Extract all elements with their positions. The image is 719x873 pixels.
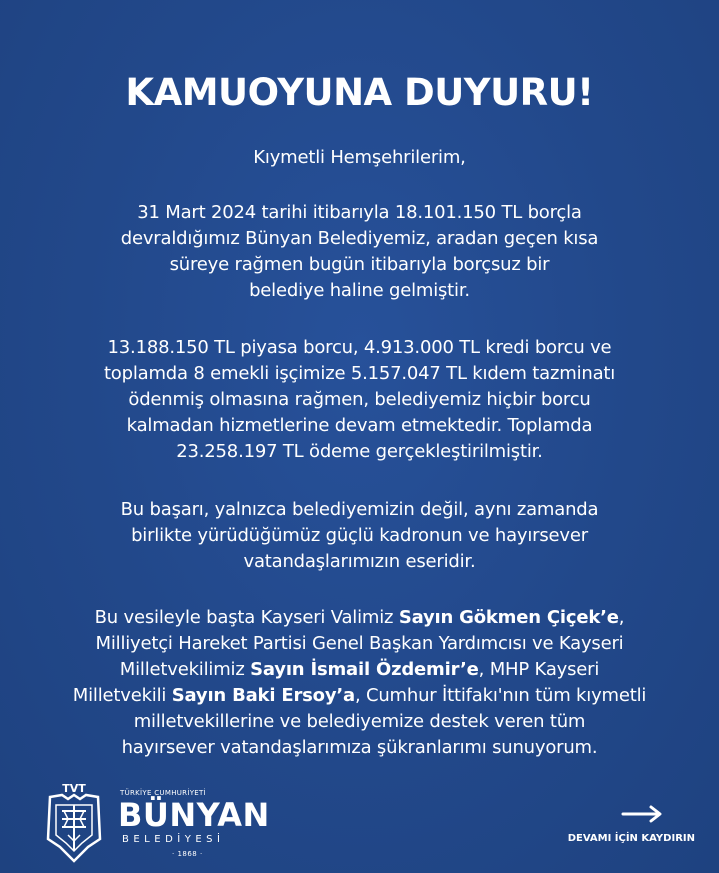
paragraph-line: toplamda 8 emekli işçimize 5.157.047 TL kıdem tazminatı	[103, 363, 616, 384]
paragraph-line: kalmadan hizmetlerine devam etmektedir. Toplamda	[126, 415, 593, 436]
municipality-logo	[42, 781, 270, 863]
text-run: Milletvekili	[72, 685, 172, 706]
paragraph-debt-free	[30, 200, 689, 304]
logo-year: · 1868 ·	[172, 850, 203, 858]
paragraph-line: Bu başarı, yalnızca belediyemizin değil, aynı zamanda	[120, 499, 599, 520]
logo-subtitle: TÜRKİYE CUMHURİYETİ	[120, 789, 206, 797]
text-run: Milletvekilimiz	[119, 659, 251, 680]
paragraph-line: 31 Mart 2024 tarihi itibarıyla 18.101.150 TL borçla	[137, 202, 582, 223]
page-title: KAMUOYUNA DUYURU!	[125, 71, 594, 114]
greeting-line: Kıymetli Hemşehrilerim,	[253, 147, 466, 168]
paragraph-success	[30, 497, 689, 575]
paragraph-line: belediye haline gelmiştir.	[249, 280, 470, 301]
bold-name: Sayın Gökmen Çiçek’e	[398, 607, 619, 628]
paragraph-line: vatandaşlarımızın eseridir.	[243, 551, 476, 572]
paragraph-line: devraldığımız Bünyan Belediyemiz, aradan geçen kısa	[120, 228, 599, 249]
greeting	[30, 145, 689, 171]
paragraph-line: ödenmiş olmasına rağmen, belediyemiz hiçbir borcu	[128, 389, 591, 410]
paragraph-line: 13.188.150 TL piyasa borcu, 4.913.000 TL kredi borcu ve	[107, 337, 612, 358]
paragraph-line: 23.258.197 TL ödeme gerçekleştirilmiştir.	[176, 441, 543, 462]
paragraph-line	[30, 605, 689, 631]
paragraph-thanks	[30, 605, 689, 761]
logo-name: BÜNYAN	[118, 796, 270, 834]
paragraph-line: süreye rağmen bugün itibarıyla borçsuz bir	[169, 254, 550, 275]
paragraph-line: Milliyetçi Hareket Partisi Genel Başkan Yardımcısı ve Kayseri	[95, 633, 624, 654]
paragraph-line	[30, 657, 689, 683]
logo-belediye: BELEDİYESİ	[122, 834, 225, 845]
paragraph-line: hayırsever vatandaşlarımıza şükranlarımı sunuyorum.	[121, 737, 598, 758]
text-run: , Cumhur İttifakı'nın tüm kıymetli	[354, 685, 647, 706]
paragraph-line: birlikte yürüdüğümüz güçlü kadronun ve hayırsever	[131, 525, 588, 546]
paragraph-payments	[30, 335, 689, 465]
emblem-letters: TVT	[62, 782, 86, 795]
swipe-label: DEVAMI İÇİN KAYDIRIN	[567, 833, 695, 844]
arrow-right-icon	[621, 804, 665, 824]
text-run: , MHP Kayseri	[478, 659, 600, 680]
text-run: Bu vesileyle başta Kayseri Valimiz	[94, 607, 399, 628]
bunyan-emblem-icon	[42, 781, 106, 863]
swipe-hint[interactable]	[535, 802, 695, 852]
text-run: ,	[618, 607, 625, 628]
paragraph-line	[30, 683, 689, 709]
bold-name: Sayın İsmail Özdemir’e	[250, 659, 479, 680]
bold-name: Sayın Baki Ersoy’a	[171, 685, 355, 706]
paragraph-line: milletvekillerine ve belediyemize destek veren tüm	[133, 711, 586, 732]
